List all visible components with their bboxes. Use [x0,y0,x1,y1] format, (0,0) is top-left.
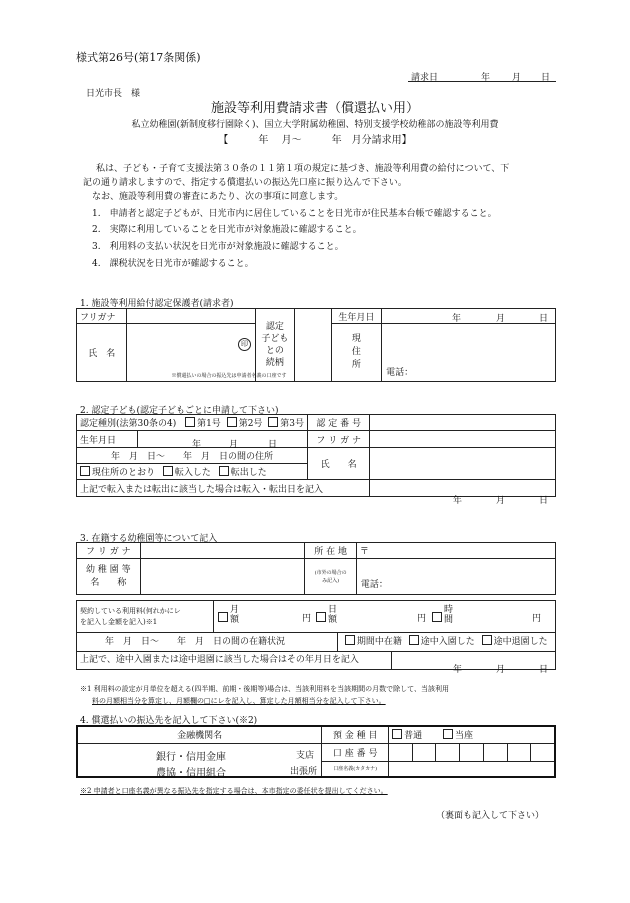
hourly-yen: 円 [532,614,542,624]
page-title: 施設等利用費請求書（償還払い用） [210,101,419,116]
enroll-day: 日 [539,665,549,675]
school-furigana-field[interactable] [140,543,305,559]
section1-heading: 1. 施設等利用給付認定保護者(請求者) [80,299,234,309]
category-option[interactable]: 第3号 [268,419,304,429]
account-number-label: 口 座 番 号 [322,743,389,761]
hourly-checkbox-icon[interactable] [432,612,442,622]
fee-table [76,600,556,670]
consent-item-number: 1. [92,209,101,219]
intro-paragraph-2: 記の通り請求しますので、指定する償還払いの振込先口座に振り込んで下さい。 [83,178,407,188]
guardian-birth-day: 日 [539,314,549,324]
consent-item [92,256,254,269]
enrollment-period-label: 年 月 日～ 年 月 日の間の在籍状況 [77,633,338,651]
fee-options [214,601,556,633]
fee-note-line-2: 料の月額相当分を算定し、月額欄の□にレを記入し、算定した月額相当分を記入して下さい。 [92,697,386,705]
daily-yen: 円 [417,614,427,624]
outside-city-note: (市外の場合の み記入) [305,559,357,595]
child-furigana-label: フ リ ガ ナ [308,431,370,448]
section2-heading: 2. 認定子ども(認定子どもごとに申請して下さい) [80,406,279,416]
consent-item [92,222,362,235]
address-option-moved-out[interactable]: 転出した [219,468,267,478]
enrollment-option-joined[interactable]: 途中入園した [409,637,475,647]
bank-name-field[interactable] [77,743,322,777]
account-note: ※2 申請者と口座名義が異なる振込先を指定する場合は、本市指定の委任状を提出してください。 [80,787,388,795]
account-type-toza[interactable]: 当座 [443,731,473,741]
request-day-label: 日 [541,73,551,83]
consent-item-text: 利用料の支払い状況を日光市が対象施設に確認すること。 [109,242,344,252]
checkbox-icon[interactable] [409,635,419,645]
guardian-name-label: 氏 名 [77,324,127,382]
child-table [76,414,556,497]
account-digit[interactable] [460,743,484,761]
school-phone-label: 電話： [360,580,388,590]
guardian-phone-label: 電話： [386,368,414,378]
checkbox-icon[interactable] [482,635,492,645]
child-birth-month: 月 [229,440,239,450]
move-year: 年 [453,496,463,506]
enroll-month: 月 [496,665,506,675]
child-birthdate-label: 生年月日 [77,431,138,448]
consent-item-text: 課税状況を日光市が確認すること。 [109,259,254,269]
cert-number-label: 認 定 番 号 [308,415,370,431]
section3-heading: 3. 在籍する幼稚園等について記入 [80,534,218,544]
consent-item [92,206,497,219]
checkbox-icon[interactable] [227,417,237,427]
guardian-address-field[interactable] [382,324,556,382]
relation-label: 認定 子ども との 続柄 [256,309,295,382]
guardian-birth-month: 月 [496,314,506,324]
section4-heading: 4. 償還払いの振込先を記入して下さい(※2) [80,716,258,726]
cert-number-field[interactable] [370,415,556,431]
school-table [76,542,556,595]
category-option[interactable]: 第2号 [227,419,263,429]
checkbox-icon[interactable] [219,466,229,476]
postal-mark: 〒 [359,547,369,557]
guardian-table [76,308,556,382]
relation-field[interactable] [294,309,331,382]
request-month-label: 月 [512,73,522,83]
guardian-birthdate-label: 生年月日 [331,309,381,324]
enroll-date-label: 上記で、途中入園または途中退園に該当した場合はその年月日を記入 [77,652,392,669]
category-option[interactable]: 第1号 [185,419,221,429]
account-type-options [389,726,555,743]
school-postal-field[interactable] [356,543,555,559]
bank-name-label: 金融機関名 [77,726,322,743]
bank-type-1: 銀行・信用金庫 [156,751,226,763]
daily-label: 日 額 [328,605,338,625]
consent-item-text: 実際に利用していることを日光市が対象施設に確認すること。 [109,225,362,235]
consent-item-number: 2. [92,225,101,235]
checkbox-icon[interactable] [185,417,195,427]
fee-label: 契約している利用料(何れかにレ を記入し金額を記入)※1 [77,601,214,633]
guardian-birth-year: 年 [452,314,462,324]
consent-item [92,239,344,252]
school-name-field[interactable] [140,559,305,595]
daily-checkbox-icon[interactable] [316,612,326,622]
address-label: 現 住 所 [331,324,381,382]
child-birthdate-field[interactable] [137,431,307,448]
school-furigana-label: フ リ ガ ナ [77,543,141,559]
consent-item-number: 3. [92,242,101,252]
account-digit[interactable] [412,743,436,761]
move-month: 月 [496,496,506,506]
sub-branch-label: 出張所 [290,766,318,777]
bank-type-2: 農協・信用組合 [156,767,226,779]
intro-paragraph-1: 私は、子ども・子育て支援法第３０条の１１第１項の規定に基づき、施設等利用費の給付について、下 [96,164,510,174]
school-name-label: 幼 稚 園 等 名 称 [77,559,141,595]
intro-paragraph-3: なお、施設等利用費の審査にあたり、次の事項に同意します。 [92,192,344,202]
move-date-label: 上記で転入または転出に該当した場合は転入・転出日を記入 [77,480,370,497]
child-name-field[interactable] [370,448,556,480]
request-period: 【 年 月～ 年 月分請求用】 [218,135,412,146]
guardian-birthdate-field[interactable] [382,309,556,324]
checkbox-icon[interactable] [345,635,355,645]
school-address-field[interactable] [356,559,555,595]
child-address-period-label: 年 月 日～ 年 月 日の間の住所 [77,448,308,464]
enrollment-option-left[interactable]: 途中退園した [482,637,548,647]
account-type-futsu[interactable]: 普通 [392,731,422,741]
branch-label: 支店 [296,750,315,761]
request-date-label: 請求日 [411,73,439,83]
account-digit[interactable] [436,743,460,761]
child-address-status [77,464,308,480]
account-digit[interactable] [389,743,413,761]
move-date-field[interactable] [370,480,556,497]
consent-item-text: 申請者と認定子どもが、日光市内に居住していることを日光市が住民基本台帳で確認すること。 [109,209,497,219]
form-number: 様式第26号(第17条関係) [76,51,201,64]
checkbox-icon[interactable] [163,466,173,476]
addressee: 日光市長 様 [86,89,141,99]
account-digit[interactable] [507,743,531,761]
enrollment-row [77,633,556,652]
guardian-account-note: ※償還払いの場合の振込先は申請者名義の口座です [171,373,287,379]
guardian-furigana-field[interactable] [127,309,256,324]
address-option-moved-in[interactable]: 転入した [163,468,211,478]
child-birth-day: 日 [268,440,278,450]
enroll-year: 年 [453,665,463,675]
request-date-underline [408,81,556,82]
child-birth-year: 年 [192,440,202,450]
cert-category-row: 認定種別(法第30条の4) 第1号 第2号 第3号 [77,415,308,431]
enroll-date-row [77,652,556,670]
account-holder-field[interactable] [389,761,555,777]
page-subtitle: 私立幼稚園(新制度移行園除く)、国立大学附属幼稚園、特別支援学校幼稚部の施設等利用費 [131,120,499,130]
fee-note-line-1: ※1 利用料の設定が月単位を超える(四半期、前期・後期等)場合は、当該利用料を当該期間の月数で除して、当該利用 [80,685,449,693]
account-type-label: 預 金 種 目 [322,726,389,743]
account-digit[interactable] [483,743,507,761]
move-day: 日 [539,496,549,506]
seal-icon: 印 [238,338,251,351]
hourly-label: 時 間 [444,605,454,625]
checkbox-icon[interactable] [443,729,453,739]
consent-item-number: 4. [92,259,101,269]
child-furigana-field[interactable] [370,431,556,448]
monthly-label: 月 額 [230,605,240,625]
bank-table [76,725,556,778]
monthly-checkbox-icon[interactable] [218,612,228,622]
address-option-current[interactable]: 現住所のとおり [80,468,155,478]
guardian-furigana-label: フリガナ [77,309,127,324]
school-location-label: 所 在 地 [305,543,357,559]
footer-note: （裏面も記入して下さい） [436,811,545,821]
checkbox-icon[interactable] [268,417,278,427]
account-holder-label: 口座名義(カタカナ) [322,761,389,777]
account-digit[interactable] [531,743,555,761]
monthly-yen: 円 [302,614,312,624]
request-year-label: 年 [481,73,491,83]
checkbox-icon[interactable] [392,729,402,739]
enrollment-option-full[interactable]: 期間中在籍 [345,637,402,647]
child-name-label: 氏 名 [308,448,370,480]
checkbox-icon[interactable] [80,466,90,476]
